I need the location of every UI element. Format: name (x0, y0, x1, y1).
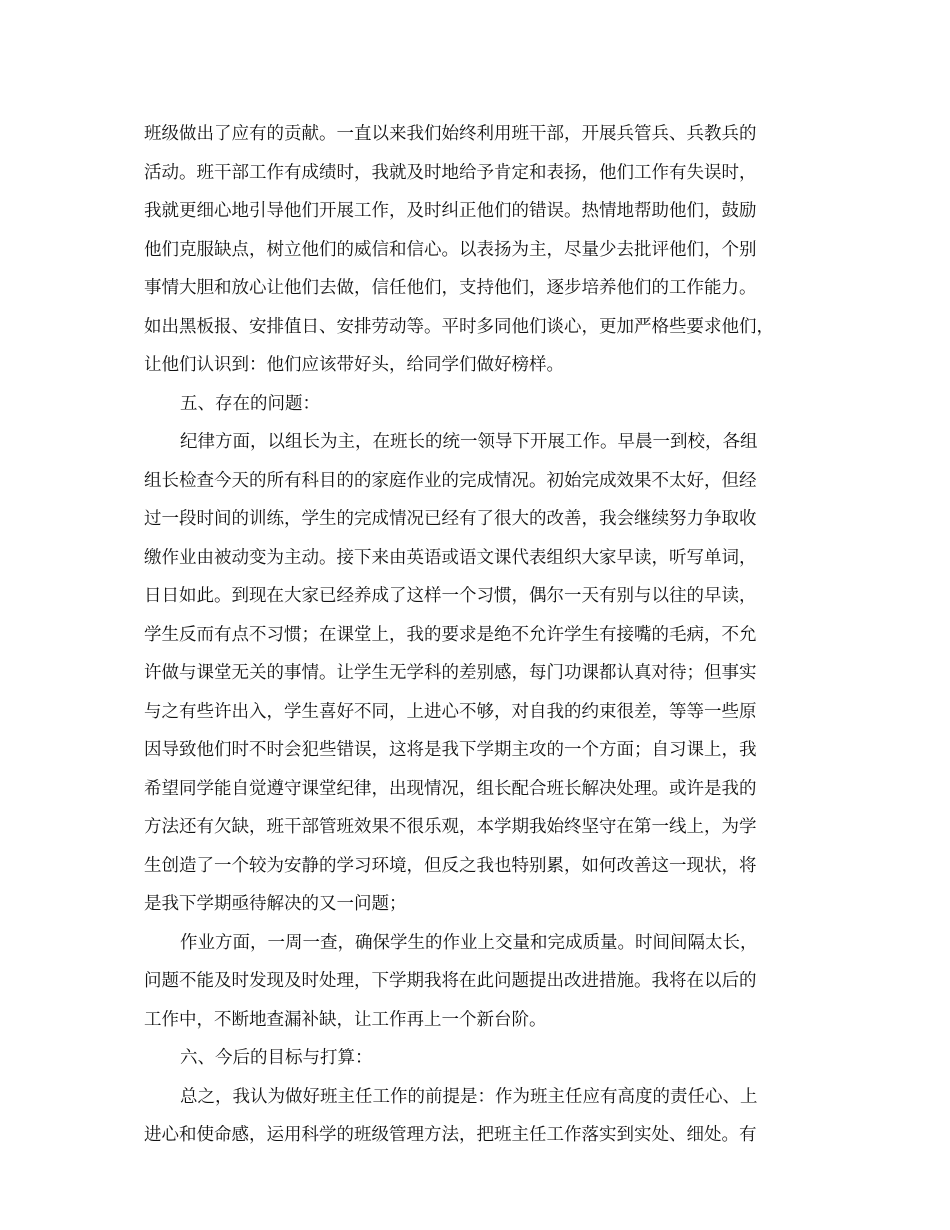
body-line: 缴作业由被动变为主动。接下来由英语或语文课代表组织大家早读，听写单词， (144, 547, 757, 568)
body-line: 进心和使命感，运用科学的班级管理方法，把班主任工作落实到实处、细处。有 (144, 1125, 757, 1145)
body-line: 班级做出了应有的贡献。一直以来我们始终利用班干部，开展兵管兵、兵教兵的 (144, 124, 757, 144)
body-line: 过一段时间的训练，学生的完成情况已经有了很大的改善，我会继续努力争取收 (144, 509, 757, 529)
body-line: 他们克服缺点，树立他们的威信和信心。以表扬为主，尽量少去批评他们，个别 (144, 239, 757, 260)
body-line: 我就更细心地引导他们开展工作，及时纠正他们的错误。热情地帮助他们，鼓励 (144, 201, 757, 221)
section-heading-goals: 六、今后的目标与打算： (180, 1048, 373, 1068)
body-line: 与之有些许出入，学生喜好不同，上进心不够，对自我的约束很差，等等一些原 (144, 701, 757, 722)
section-heading-problems: 五、存在的问题： (180, 393, 320, 414)
body-line: 学生反而有点不习惯；在课堂上，我的要求是绝不允许学生有接嘴的毛病，不允 (144, 624, 757, 645)
body-line: 如出黑板报、安排值日、安排劳动等。平时多同他们谈心，更加严格些要求他们， (144, 316, 774, 337)
body-line: 方法还有欠缺，班干部管班效果不很乐观，本学期我始终坚守在第一线上，为学 (144, 817, 757, 837)
body-line: 生创造了一个较为安静的学习环境，但反之我也特别累，如何改善这一现状，将 (144, 855, 757, 876)
body-line: 组长检查今天的所有科目的的家庭作业的完成情况。初始完成效果不太好，但经 (144, 470, 757, 491)
document-body (144, 115, 816, 1155)
body-line: 工作中，不断地查漏补缺，让工作再上一个新台阶。 (144, 1009, 547, 1030)
body-line: 因导致他们时不时会犯些错误，这将是我下学期主攻的一个方面；自习课上，我 (144, 740, 757, 760)
body-line: 日日如此。到现在大家已经养成了这样一个习惯，偶尔一天有别与以往的早读， (144, 586, 757, 606)
body-line: 许做与课堂无关的事情。让学生无学科的差别感，每门功课都认真对待；但事实 (144, 663, 757, 683)
paragraph-first-line: 纪律方面，以组长为主，在班长的统一领导下开展工作。早晨一到校，各组 (180, 432, 758, 452)
body-line: 事情大胆和放心让他们去做，信任他们，支持他们，逐步培养他们的工作能力。 (144, 278, 757, 298)
body-line: 活动。班干部工作有成绩时，我就及时地给予肯定和表扬，他们工作有失误时， (144, 162, 757, 183)
paragraph-first-line: 总之，我认为做好班主任工作的前提是：作为班主任应有高度的责任心、上 (180, 1086, 758, 1107)
body-line: 问题不能及时发现及时处理，下学期我将在此问题提出改进措施。我将在以后的 (144, 971, 757, 991)
body-line: 让他们认识到：他们应该带好头，给同学们做好榜样。 (144, 355, 564, 375)
paragraph-first-line: 作业方面，一周一查，确保学生的作业上交量和完成质量。时间间隔太长， (180, 932, 758, 953)
body-line: 希望同学能自觉遵守课堂纪律，出现情况，组长配合班长解决处理。或许是我的 (144, 778, 757, 799)
body-line: 是我下学期亟待解决的又一问题； (144, 894, 407, 914)
